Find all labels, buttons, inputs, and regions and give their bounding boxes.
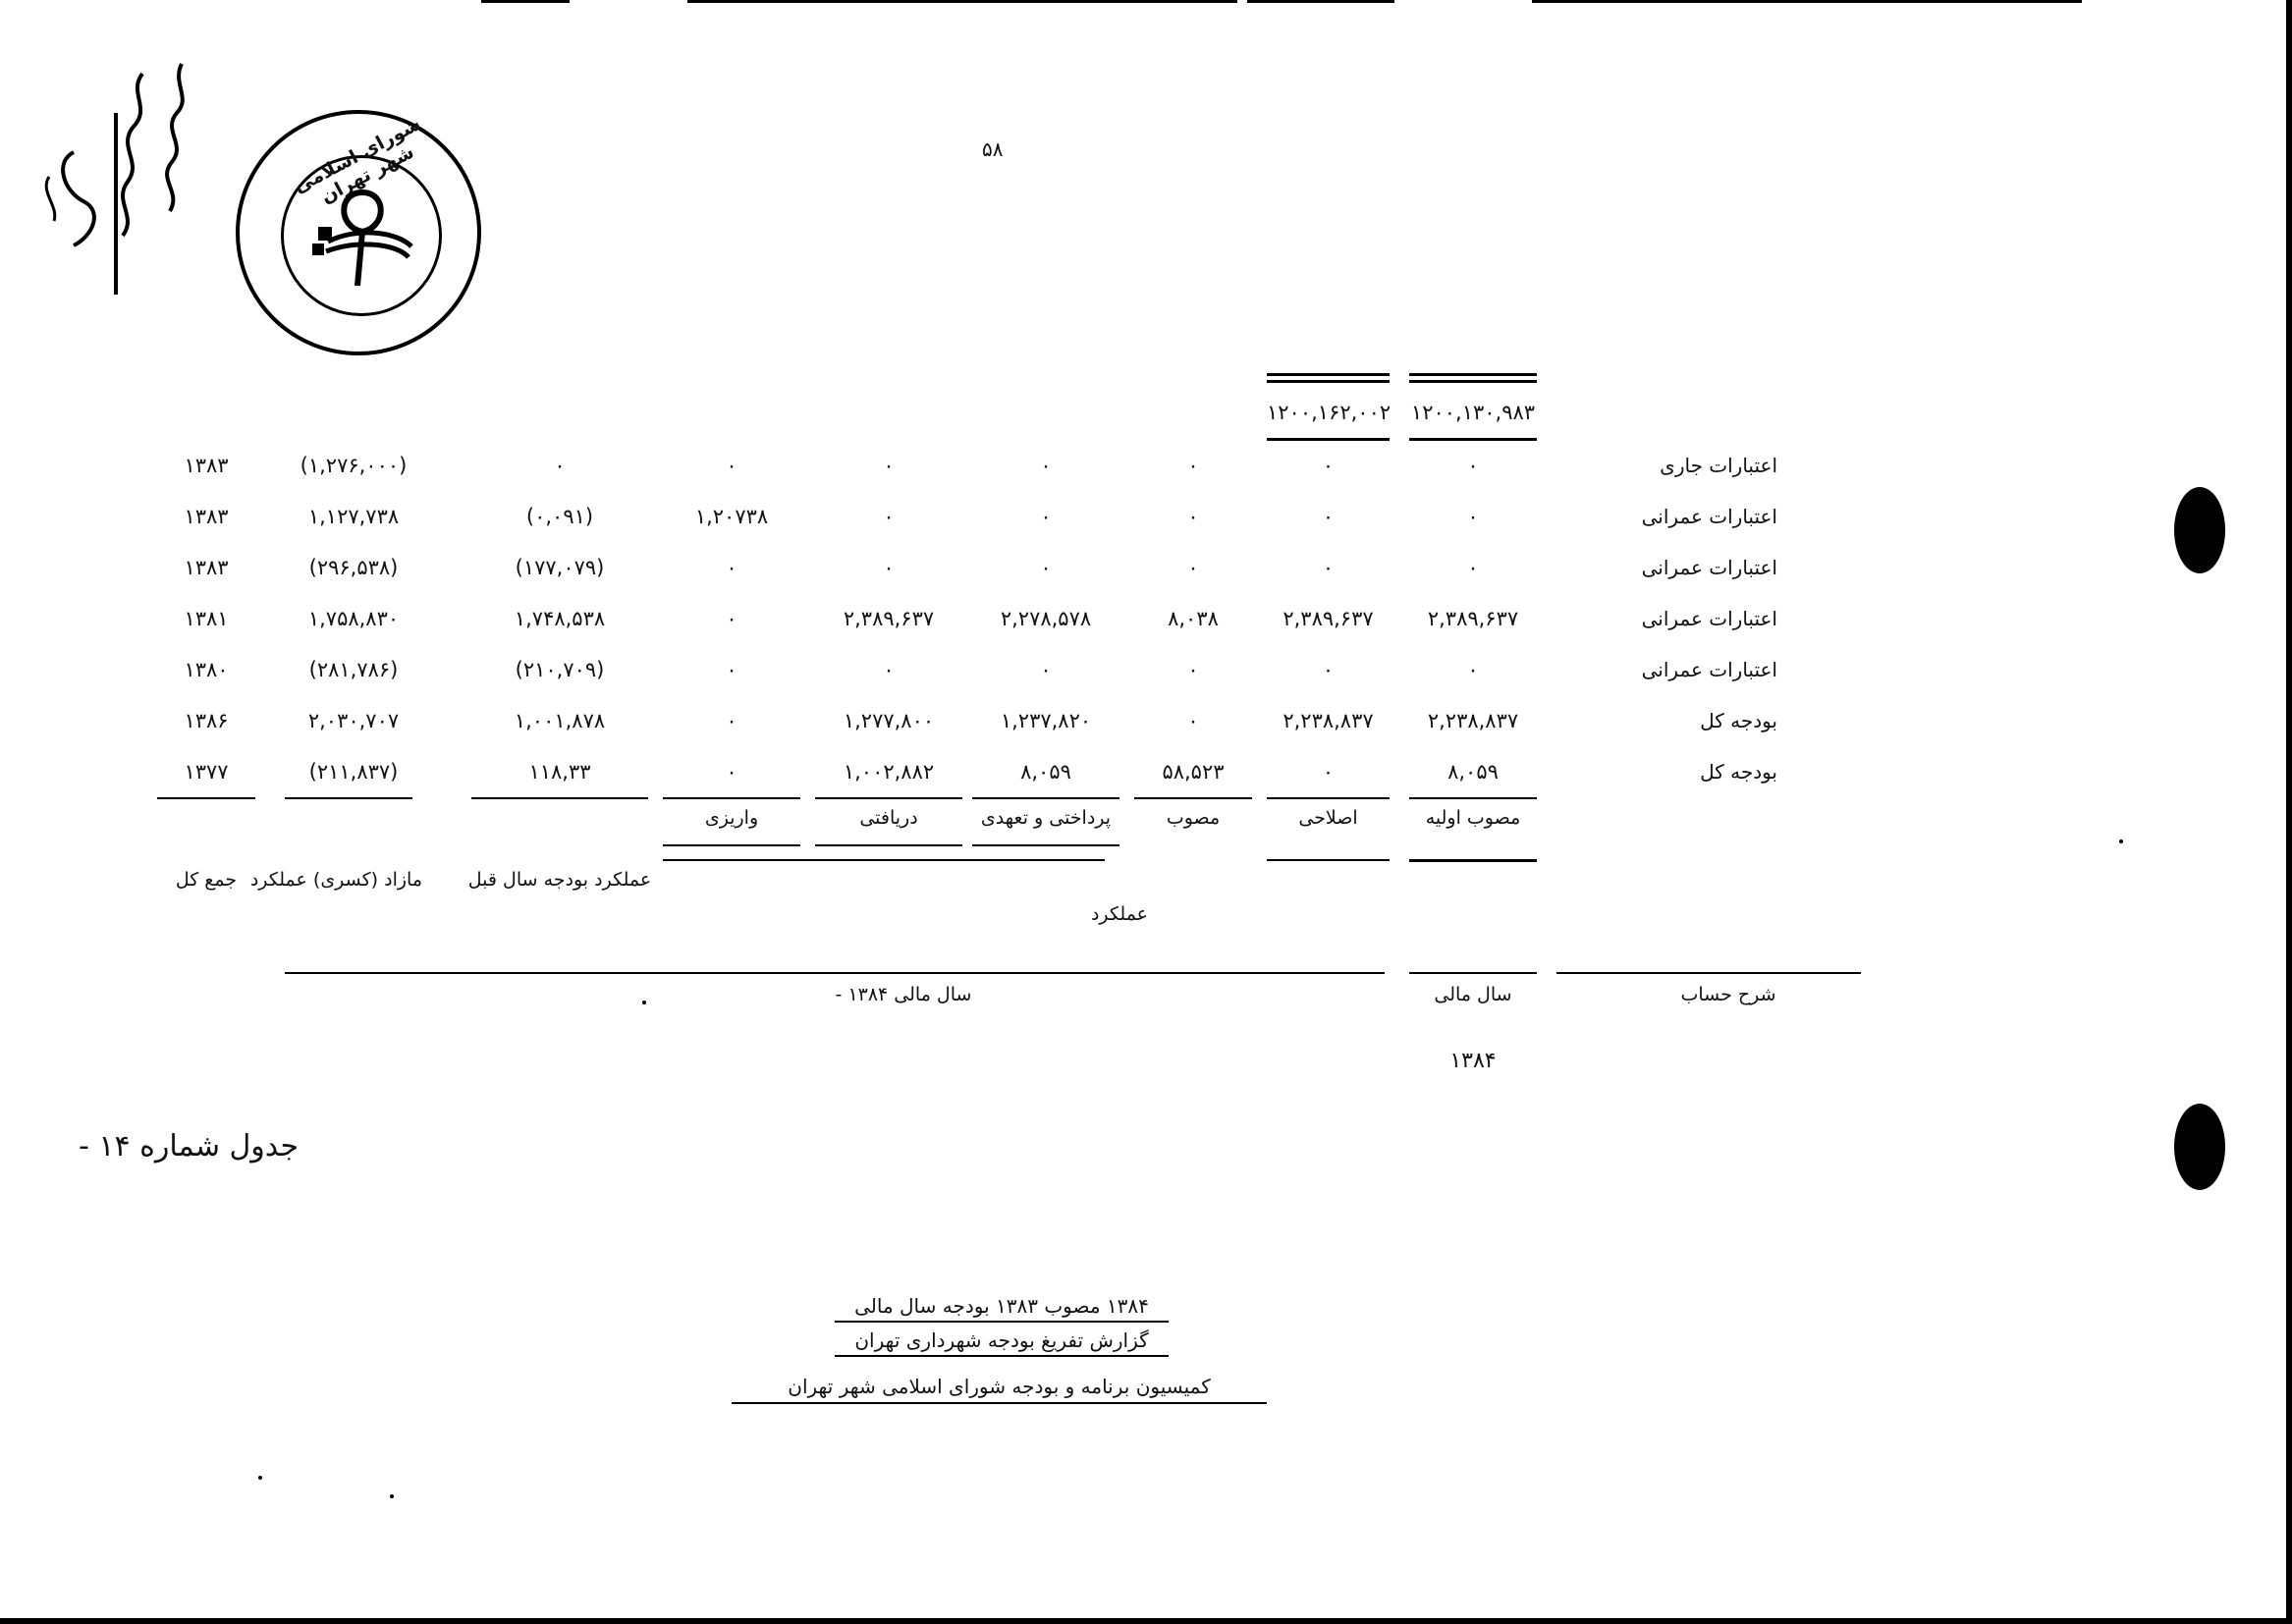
table-cell: ۲,۳۸۹,۶۳۷	[1427, 607, 1519, 630]
row-label: اعتبارات عمرانی	[1641, 505, 1777, 528]
subheader-rule	[815, 844, 962, 846]
row-bottom-rule	[663, 797, 800, 799]
speck	[258, 1476, 262, 1480]
row-label: اعتبارات عمرانی	[1641, 556, 1777, 579]
speck	[390, 1494, 394, 1498]
table-cell: ۰	[1040, 556, 1052, 579]
table-cell: (۱,۲۷۶,۰۰۰)	[300, 454, 408, 477]
source-line-3: کمیسیون برنامه و بودجه شورای اسلامی شهر تهران	[788, 1375, 1211, 1398]
table-cell: ۰	[1467, 556, 1479, 579]
totals-double-rule	[1409, 380, 1537, 383]
row-label: بودجه کل	[1700, 709, 1777, 732]
total-top-cell: ۱۲۰۰,۱۳۰,۹۸۳	[1410, 401, 1536, 424]
scan-top-mark	[481, 0, 570, 3]
table-cell: ۰	[554, 454, 566, 477]
subheader-rule	[663, 859, 1105, 861]
group-rule	[1409, 972, 1537, 974]
table-cell: ۱۳۸۳	[184, 556, 229, 579]
table-cell: ۱۳۸۳	[184, 454, 229, 477]
scan-top-mark	[1532, 0, 2082, 3]
scan-edge-bottom	[0, 1618, 2292, 1624]
table-cell: ۰	[1322, 760, 1335, 784]
year-under-mid: ۱۳۸۴	[1449, 1049, 1497, 1073]
table-cell: ۰	[1040, 658, 1052, 681]
table-cell: ۰	[726, 709, 737, 732]
col-header: مصوب	[1166, 807, 1221, 829]
col-header: دریافتی	[859, 807, 918, 829]
punch-hole-bottom	[2174, 1104, 2225, 1190]
table-cell: ۵۸,۵۲۳	[1162, 760, 1225, 784]
table-cell: ۸,۰۳۸	[1168, 607, 1219, 630]
table-cell: ۱,۱۲۷,۷۳۸	[307, 505, 400, 528]
group-header-right: شرح حساب	[1680, 984, 1776, 1005]
table-cell: ۱۳۸۳	[184, 505, 229, 528]
table-cell: ۱,۲۰۷۳۸	[694, 505, 769, 528]
col-header: واریزی	[704, 807, 759, 829]
table-cell: ۰	[726, 454, 737, 477]
table-cell: ۰	[1187, 658, 1199, 681]
table-cell: ۰	[1467, 658, 1479, 681]
table-cell: ۰	[726, 760, 737, 784]
subheader-rule	[972, 844, 1119, 846]
group-rule	[285, 972, 1385, 974]
table-cell: ۲,۰۳۰,۷۰۷	[307, 709, 400, 732]
table-cell: ۰	[883, 454, 895, 477]
row-bottom-rule	[285, 797, 412, 799]
table-cell: ۱,۲۷۷,۸۰۰	[843, 709, 935, 732]
page-number: ۵۸	[982, 137, 1004, 161]
table-cell: ۰	[1322, 454, 1335, 477]
subheader-rule	[663, 844, 800, 846]
col-header-total: جمع کل	[175, 869, 238, 891]
table-cell: ۰	[883, 556, 895, 579]
totals-double-rule	[1267, 373, 1390, 376]
table-cell: ۲,۳۸۹,۶۳۷	[843, 607, 935, 630]
source-line-2: گزارش تفریغ بودجه شهرداری تهران	[854, 1328, 1149, 1352]
source-underline	[835, 1355, 1169, 1357]
official-seal	[236, 110, 481, 355]
table-cell: ۰	[1040, 454, 1052, 477]
row-bottom-rule	[471, 797, 648, 799]
budget-table	[157, 373, 1885, 1080]
subheader-rule	[1409, 859, 1537, 862]
group-header-left: سال مالی ۱۳۸۴ -	[835, 984, 972, 1005]
sub-group-header: عملکرد	[1090, 903, 1149, 925]
scan-top-mark	[687, 0, 1237, 3]
table-cell: ۱,۷۴۸,۵۳۸	[514, 607, 606, 630]
row-label: بودجه کل	[1700, 760, 1777, 784]
table-cell: ۰	[883, 505, 895, 528]
row-label: اعتبارات عمرانی	[1641, 607, 1777, 630]
table-cell: ۸,۰۵۹	[1020, 760, 1071, 784]
row-label: اعتبارات عمرانی	[1641, 658, 1777, 681]
row-bottom-rule	[1409, 797, 1537, 799]
table-caption: جدول شماره ۱۴ -	[79, 1129, 300, 1164]
table-cell: ۱۳۸۱	[184, 607, 229, 630]
seal-emblem-icon	[299, 173, 426, 300]
table-cell: ۰	[1187, 556, 1199, 579]
table-cell: ۰	[883, 658, 895, 681]
totals-underline	[1409, 438, 1537, 441]
table-cell: ۰	[1467, 505, 1479, 528]
table-cell: ۰	[1322, 556, 1335, 579]
row-bottom-rule	[157, 797, 255, 799]
table-cell: ۸,۰۵۹	[1447, 760, 1499, 784]
scan-edge-right	[2286, 0, 2292, 1624]
table-cell: ۰	[1187, 454, 1199, 477]
table-cell: ۲,۲۷۸,۵۷۸	[1000, 607, 1092, 630]
table-cell: ۱,۰۰۲,۸۸۲	[843, 760, 935, 784]
table-cell: ۱۳۸۰	[184, 658, 229, 681]
table-cell: ۱,۲۳۷,۸۲۰	[1000, 709, 1092, 732]
table-cell: ۰	[1187, 709, 1199, 732]
table-cell: ۲,۲۳۸,۸۳۷	[1427, 709, 1519, 732]
totals-double-rule	[1409, 373, 1537, 376]
source-underline	[732, 1402, 1267, 1404]
seal-text: شورای اسلامی شهر تهران	[290, 113, 424, 208]
row-bottom-rule	[972, 797, 1119, 799]
col-header-prev-budget: عملکرد بودجه سال قبل	[467, 869, 652, 891]
table-cell: ۰	[726, 658, 737, 681]
group-rule	[1556, 972, 1861, 974]
col-header: مصوب اولیه	[1425, 807, 1521, 829]
table-cell: ۰	[1322, 505, 1335, 528]
col-header-diff: مازاد (کسری) عملکرد	[249, 869, 422, 891]
table-cell: (۲۱۰,۷۰۹)	[515, 658, 605, 681]
table-cell: ۰	[1467, 454, 1479, 477]
table-cell: (۲۹۶,۵۳۸)	[308, 556, 399, 579]
table-cell: (۲۸۱,۷۸۶)	[308, 658, 399, 681]
speck	[2119, 839, 2123, 843]
subheader-rule	[1267, 859, 1390, 861]
table-cell: (۲۱۱,۸۳۷)	[308, 760, 399, 784]
table-cell: ۱,۷۵۸,۸۳۰	[307, 607, 400, 630]
handwritten-signature	[34, 54, 201, 304]
table-cell: ۰	[1040, 505, 1052, 528]
group-header-mid: سال مالی	[1434, 984, 1512, 1005]
totals-double-rule	[1267, 380, 1390, 383]
table-cell: ۰	[1322, 658, 1335, 681]
row-bottom-rule	[815, 797, 962, 799]
row-bottom-rule	[1267, 797, 1390, 799]
total-top-cell: ۱۲۰۰,۱۶۲,۰۰۲	[1267, 401, 1392, 424]
row-label: اعتبارات جاری	[1660, 454, 1777, 477]
table-cell: ۰	[726, 607, 737, 630]
table-cell: ۱,۰۰۱,۸۷۸	[514, 709, 606, 732]
table-cell: ۱۳۷۷	[184, 760, 229, 784]
table-cell: ۰	[1187, 505, 1199, 528]
totals-underline	[1267, 438, 1390, 441]
table-cell: (۱۷۷,۰۷۹)	[515, 556, 605, 579]
table-cell: ۱۳۸۶	[184, 709, 229, 732]
source-line-1: ۱۳۸۴ مصوب ۱۳۸۳ بودجه سال مالی	[854, 1294, 1149, 1318]
table-cell: (۰,۰۹۱)	[525, 505, 594, 528]
table-cell: ۱۱۸,۳۳	[528, 760, 591, 784]
col-header: اصلاحی	[1298, 807, 1358, 829]
row-bottom-rule	[1134, 797, 1252, 799]
table-cell: ۰	[726, 556, 737, 579]
col-header: پرداختی و تعهدی	[980, 807, 1112, 829]
scan-top-mark	[1247, 0, 1394, 3]
table-cell: ۲,۳۸۹,۶۳۷	[1282, 607, 1374, 630]
table-cell: ۲,۲۳۸,۸۳۷	[1282, 709, 1374, 732]
source-underline	[835, 1321, 1169, 1323]
punch-hole-top	[2174, 487, 2225, 573]
